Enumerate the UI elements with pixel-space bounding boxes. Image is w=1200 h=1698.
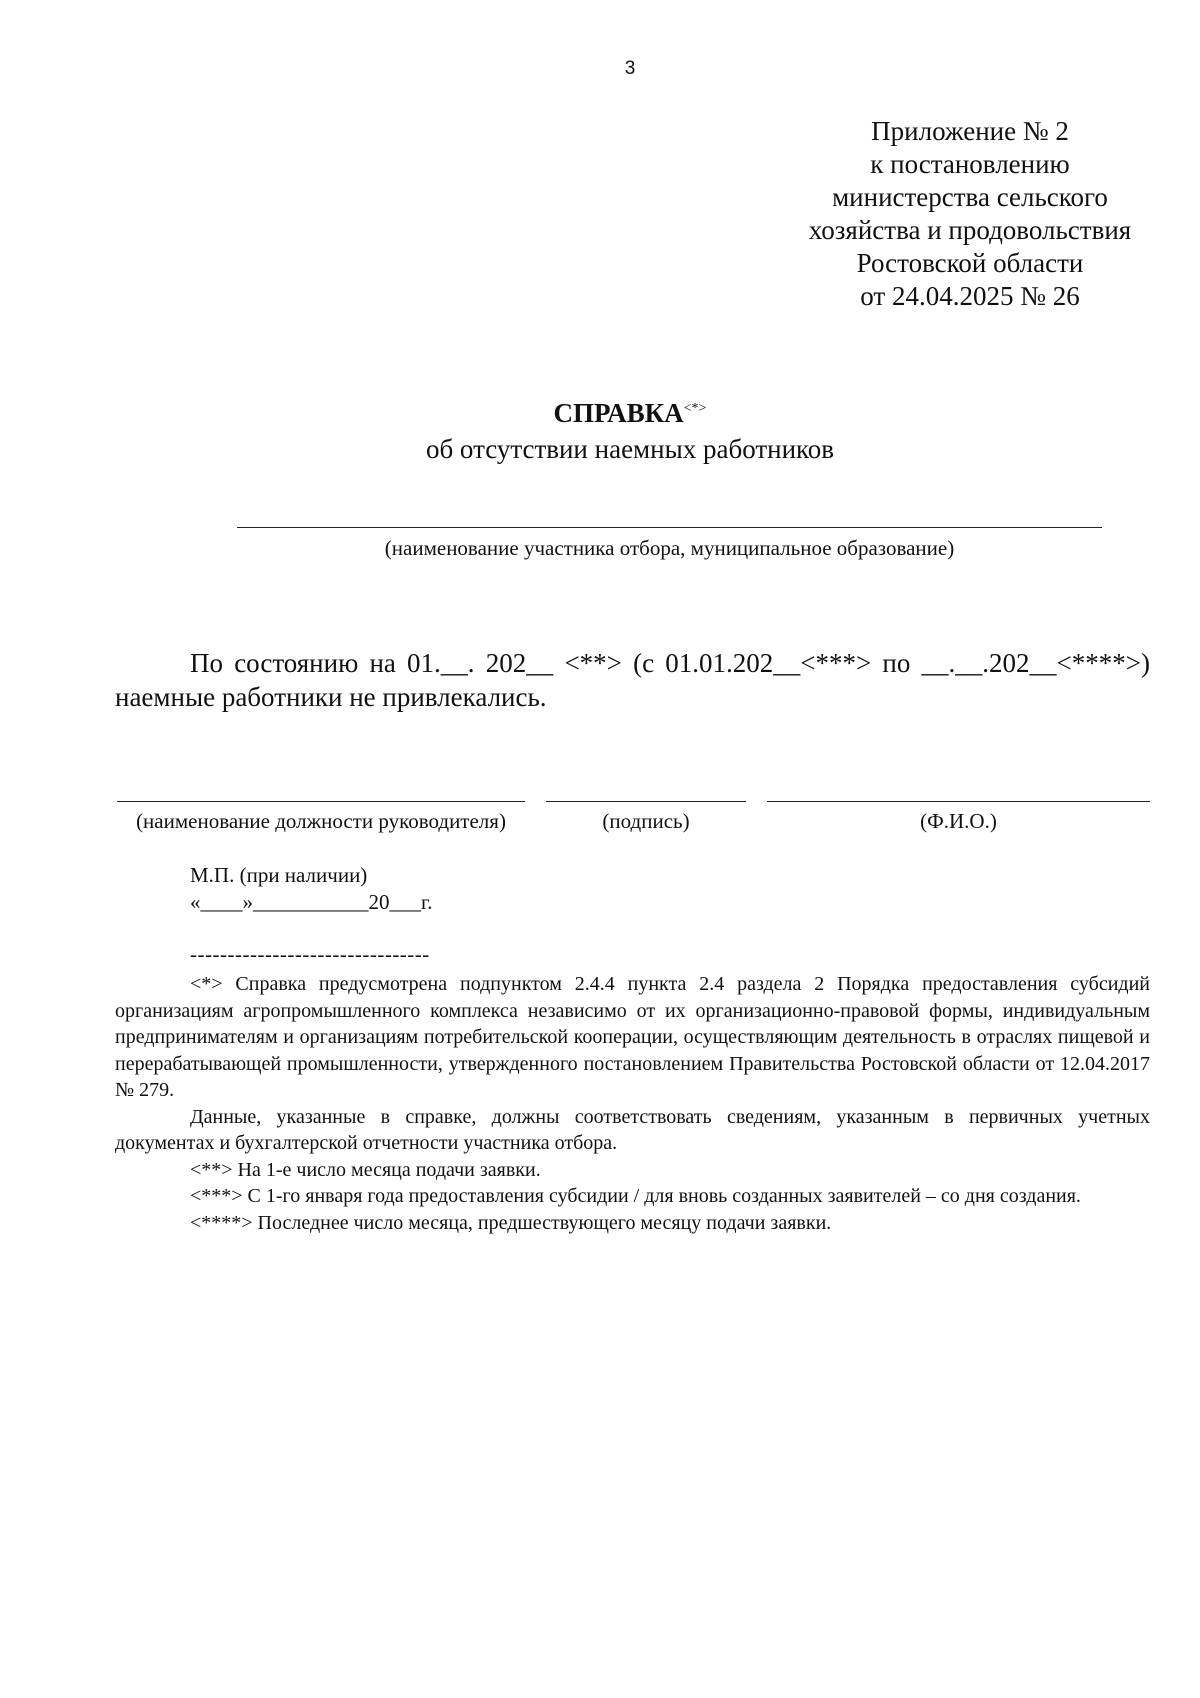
footnotes	[115, 971, 1150, 1236]
appendix-line: от 24.04.2025 № 26	[860, 281, 1080, 311]
signature-caption: (подпись)	[602, 809, 690, 833]
signature-line	[546, 801, 746, 802]
participant-name-line	[237, 527, 1102, 528]
stamp-label: М.П. (при наличии)	[190, 863, 368, 887]
footnote-item: Данные, указанные в справке, должны соответствовать сведениям, указанным в первичных учетных документах и бухгалтерской отчетности участника отбора.	[115, 1105, 1150, 1154]
title-footnote-marker: <*>	[683, 401, 707, 416]
document-subtitle: об отсутствии наемных работников	[425, 434, 835, 464]
name-caption: (Ф.И.О.)	[920, 809, 997, 833]
footnote-item: <***> С 1-го января года предоставления субсидии / для вновь созданных заявителей – со дня создания.	[190, 1185, 1081, 1207]
name-line	[767, 801, 1150, 802]
appendix-line: министерства сельского	[832, 182, 1108, 212]
appendix-line: Ростовской области	[856, 248, 1084, 278]
appendix-line: хозяйства и продовольствия	[808, 215, 1132, 245]
document-title	[0, 396, 1200, 430]
position-line	[117, 801, 525, 802]
position-caption: (наименование должности руководителя)	[136, 809, 506, 833]
page-number: 3	[624, 58, 636, 79]
statement-line-1: По состоянию на 01.__. 202__ <**> (с 01.01.202__<***> по __.__.202__<****>)	[190, 648, 1150, 678]
footnote-item: <*> Справка предусмотрена подпунктом 2.4.4 пункта 2.4 раздела 2 Порядка предоставления субсидий организациям агропромышленного комплекса независимо от их организационно-правовой формы, индивидуальным предпринимателям и организациям потребительской кооперации, осуществляющим деятельность в отраслях пищевой и перерабатывающей промышленности, утвержденного постановлением Правительства Ростовской области от 12.04.2017 № 279.	[115, 973, 1150, 1101]
participant-caption: (наименование участника отбора, муниципальное образование)	[384, 536, 955, 560]
appendix-line: к постановлению	[870, 149, 1070, 179]
footnote-separator: --------------------------------	[190, 942, 430, 966]
appendix-header	[740, 115, 1200, 313]
document-title-text: СПРАВКА	[553, 398, 684, 428]
footnote-item: <****> Последнее число месяца, предшествующего месяцу подачи заявки.	[190, 1211, 832, 1234]
footnote-item: <**> На 1-е число месяца подачи заявки.	[190, 1158, 541, 1181]
date-blank: «____»___________20___г.	[190, 890, 433, 914]
appendix-line: Приложение № 2	[871, 116, 1069, 146]
statement-line-2: наемные работники не привлекались.	[115, 682, 547, 712]
